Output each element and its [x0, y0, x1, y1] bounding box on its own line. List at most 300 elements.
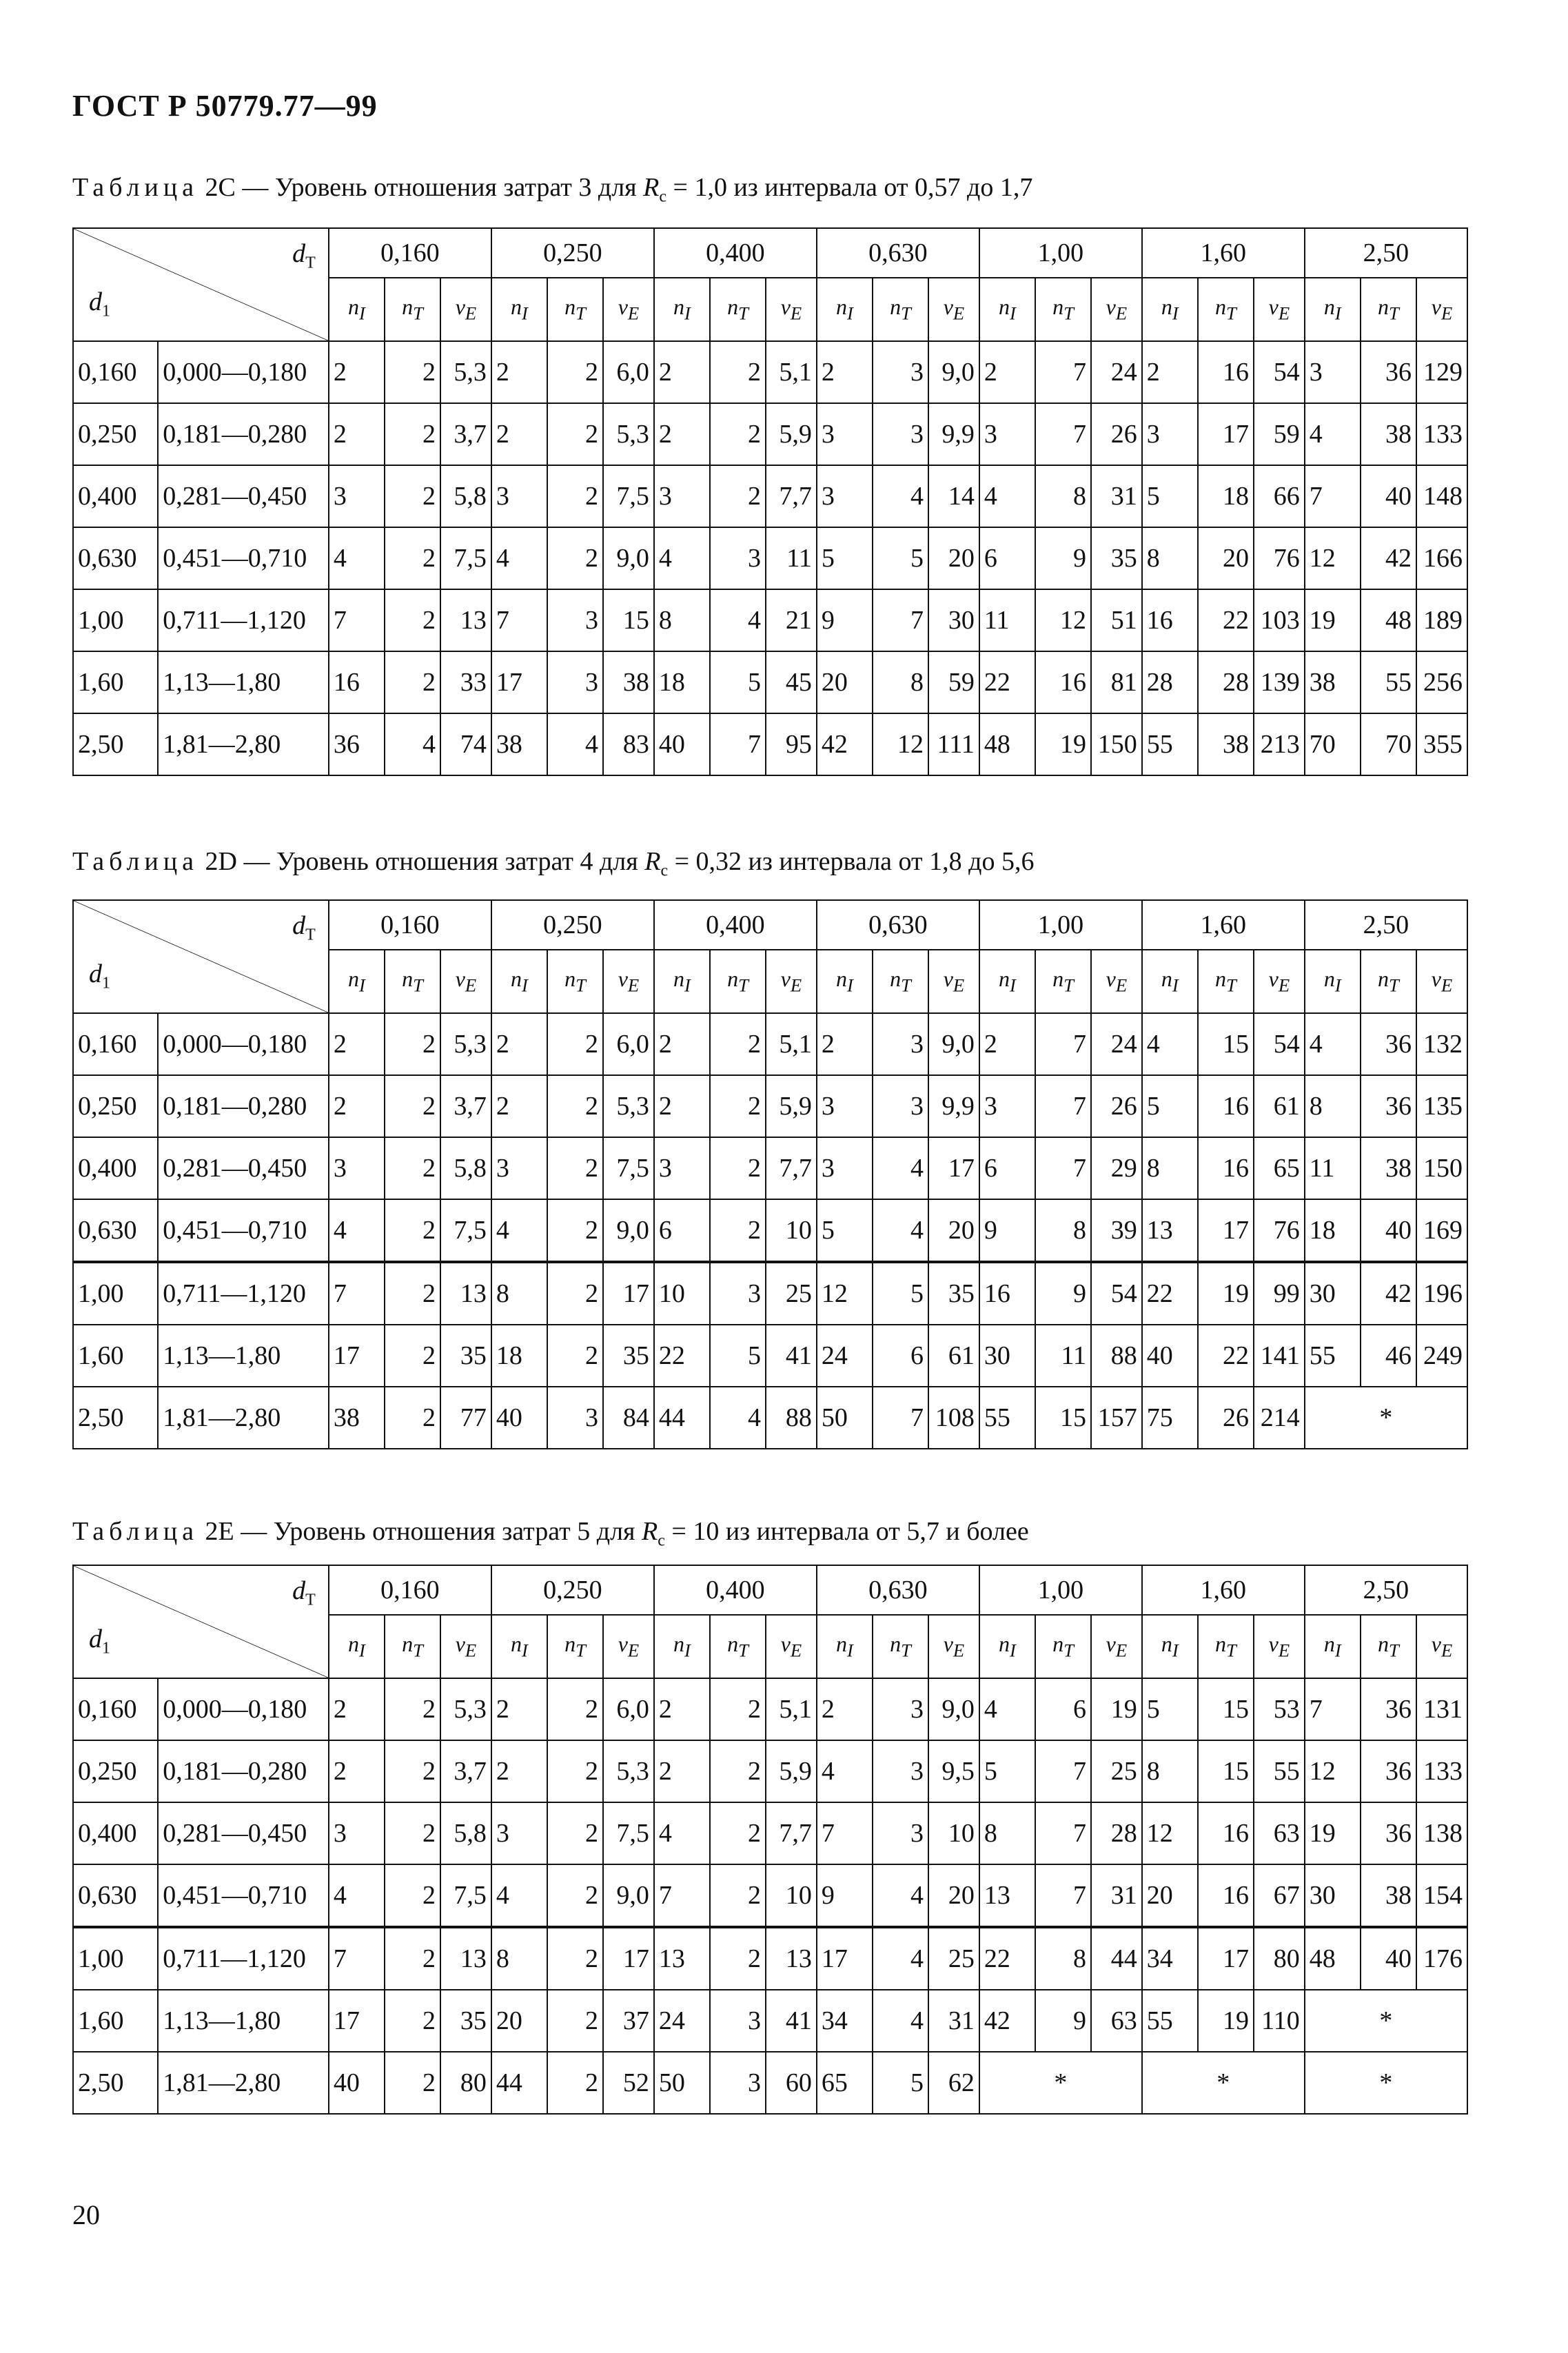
cell-nt: 2 [547, 1802, 603, 1864]
cell-ve: 249 [1416, 1325, 1467, 1387]
cell-ve: 213 [1254, 713, 1305, 775]
cell-ni: 4 [654, 1802, 710, 1864]
table-row [73, 1137, 1467, 1199]
cell-ni: 24 [817, 1325, 873, 1387]
cell-nt: 4 [873, 1199, 928, 1262]
cell-ve: 29 [1091, 1137, 1142, 1199]
cell-ve: 5,3 [603, 1740, 654, 1802]
cell-ni: 3 [491, 465, 547, 527]
corner-diagonal [74, 229, 328, 340]
cell-ni: 4 [329, 1199, 385, 1262]
cell-ve: 88 [1091, 1325, 1142, 1387]
cell-nt: 2 [547, 1740, 603, 1802]
cell-ni: 3 [491, 1802, 547, 1864]
cell-ni: 30 [979, 1325, 1035, 1387]
cell-nt: 2 [547, 1927, 603, 1990]
cell-ve: 17 [603, 1927, 654, 1990]
table-row [73, 589, 1467, 651]
cell-nt: 2 [385, 1387, 440, 1449]
cell-nt: 7 [1035, 1137, 1091, 1199]
row-d1-value: 2,50 [73, 1387, 158, 1449]
cell-nt: 16 [1198, 1137, 1254, 1199]
table-row [73, 713, 1467, 775]
col-header-ni: $n_I$ [491, 278, 547, 341]
table-2c [72, 227, 1468, 776]
cell-ni: 4 [654, 527, 710, 589]
cell-ve: 20 [928, 527, 979, 589]
cell-nt: 16 [1198, 341, 1254, 403]
cell-ve: 52 [603, 2052, 654, 2114]
cell-nt: 38 [1361, 403, 1416, 465]
row-interval: 0,281—0,450 [158, 1802, 329, 1864]
col-header-ni: $n_I$ [1142, 950, 1198, 1013]
col-header-ve: $\nu_E$ [928, 278, 979, 341]
cell-ve: 63 [1091, 1990, 1142, 2052]
cell-ve: 62 [928, 2052, 979, 2114]
cell-nt: 2 [385, 1325, 440, 1387]
cell-nt: 36 [1361, 1013, 1416, 1075]
row-interval: 1,81—2,80 [158, 2052, 329, 2114]
cell-ve: 13 [440, 1262, 491, 1325]
cell-nt: 2 [385, 589, 440, 651]
cell-ni: 36 [329, 713, 385, 775]
cell-ni: 5 [817, 1199, 873, 1262]
col-header-ni: $n_I$ [979, 1615, 1035, 1678]
cell-ni: 4 [979, 1678, 1035, 1740]
cell-ni: 5 [1142, 1678, 1198, 1740]
col-header-ni: $n_I$ [654, 950, 710, 1013]
cell-ve: 214 [1254, 1387, 1305, 1449]
cell-ni: 30 [1305, 1262, 1361, 1325]
cell-ve: 80 [1254, 1927, 1305, 1990]
cell-nt: 2 [385, 1990, 440, 2052]
cell-ve: 60 [766, 2052, 817, 2114]
cell-nt: 48 [1361, 589, 1416, 651]
cell-ve: 7,5 [440, 527, 491, 589]
caption-text: — Уровень отношения затрат 5 для [241, 1517, 635, 1546]
cell-ve: 80 [440, 2052, 491, 2114]
cell-ve: 5,1 [766, 1013, 817, 1075]
cell-nt: 36 [1361, 1802, 1416, 1864]
cell-nt: 70 [1361, 713, 1416, 775]
cell-nt: 3 [710, 527, 766, 589]
cell-ve: 39 [1091, 1199, 1142, 1262]
col-header-ni: $n_I$ [817, 1615, 873, 1678]
cell-ve: 355 [1416, 713, 1467, 775]
col-group-header: 0,630 [817, 900, 979, 950]
cell-ni: 3 [817, 403, 873, 465]
cell-ve: 35 [440, 1325, 491, 1387]
cell-ni: 2 [329, 403, 385, 465]
cell-nt: 3 [710, 1990, 766, 2052]
cell-nt: 2 [385, 1740, 440, 1802]
col-header-ve: $\nu_E$ [928, 950, 979, 1013]
col-group-header: 0,250 [491, 900, 654, 950]
cell-nt: 17 [1198, 1199, 1254, 1262]
cell-nt: 2 [385, 1137, 440, 1199]
cell-ni: 2 [491, 1075, 547, 1137]
col-header-ni: $n_I$ [979, 278, 1035, 341]
cell-nt: 5 [873, 2052, 928, 2114]
cell-ve: 9,9 [928, 1075, 979, 1137]
cell-ni: 2 [329, 1740, 385, 1802]
row-d1-value: 0,250 [73, 1740, 158, 1802]
col-header-nt: $n_T$ [385, 278, 440, 341]
cell-ve: 6,0 [603, 1013, 654, 1075]
cell-ve: 7,5 [603, 1802, 654, 1864]
cell-ni: 5 [1142, 1075, 1198, 1137]
cell-nt: 40 [1361, 1927, 1416, 1990]
cell-nt: 2 [710, 403, 766, 465]
cell-ni: 20 [817, 651, 873, 713]
cell-nt: 3 [873, 1740, 928, 1802]
cell-nt: 19 [1198, 1262, 1254, 1325]
cell-ve: 35 [603, 1325, 654, 1387]
cell-ve: 9,0 [603, 1199, 654, 1262]
cell-ni: 16 [1142, 589, 1198, 651]
row-d1-value: 0,160 [73, 1678, 158, 1740]
cell-nt: 2 [710, 1864, 766, 1927]
cell-ve: 139 [1254, 651, 1305, 713]
cell-ni: 3 [817, 1137, 873, 1199]
col-header-ni: $n_I$ [329, 278, 385, 341]
cell-nt: 2 [385, 527, 440, 589]
cell-ve: 256 [1416, 651, 1467, 713]
cell-ni: 75 [1142, 1387, 1198, 1449]
cell-ve: 25 [766, 1262, 817, 1325]
table-row [73, 1075, 1467, 1137]
cell-ni: 12 [817, 1262, 873, 1325]
cell-ve: 9,9 [928, 403, 979, 465]
cell-nt: 28 [1198, 651, 1254, 713]
cell-ve: 5,8 [440, 1137, 491, 1199]
cell-ni: 4 [329, 527, 385, 589]
cell-ni: 4 [817, 1740, 873, 1802]
cell-ve: 51 [1091, 589, 1142, 651]
cell-nt: 38 [1361, 1137, 1416, 1199]
cell-ni: 2 [491, 403, 547, 465]
row-d1-value: 1,00 [73, 1927, 158, 1990]
cell-ve: 141 [1254, 1325, 1305, 1387]
col-group-header: 1,00 [979, 228, 1142, 278]
cell-nt: 2 [385, 1864, 440, 1927]
col-header-ve: $\nu_E$ [1091, 1615, 1142, 1678]
table-row [73, 651, 1467, 713]
cell-ve: 88 [766, 1387, 817, 1449]
dt-label: $d_T$ [292, 239, 316, 272]
cell-ni: 2 [491, 1678, 547, 1740]
cell-ni: 17 [329, 1990, 385, 2052]
cell-nt: 19 [1198, 1990, 1254, 2052]
cell-ni: 4 [1305, 1013, 1361, 1075]
cell-nt: 5 [873, 1262, 928, 1325]
cell-ni: 5 [1142, 465, 1198, 527]
cell-ni: 7 [817, 1802, 873, 1864]
cell-nt: 3 [873, 1013, 928, 1075]
cell-ni: 16 [979, 1262, 1035, 1325]
col-group-header: 0,400 [654, 900, 817, 950]
cell-ve: 41 [766, 1990, 817, 2052]
cell-ve: 148 [1416, 465, 1467, 527]
d1-label: $d_1$ [89, 1624, 110, 1658]
cell-ni: 13 [979, 1864, 1035, 1927]
row-interval: 0,181—0,280 [158, 1740, 329, 1802]
col-header-ve: $\nu_E$ [1416, 278, 1467, 341]
cell-ve: 25 [1091, 1740, 1142, 1802]
col-header-ve: $\nu_E$ [1254, 1615, 1305, 1678]
cell-ve: 35 [440, 1990, 491, 2052]
col-header-nt: $n_T$ [710, 950, 766, 1013]
cell-ve: 10 [928, 1802, 979, 1864]
cell-ve: 138 [1416, 1802, 1467, 1864]
cell-ni: 2 [654, 1013, 710, 1075]
cell-ni: 17 [329, 1325, 385, 1387]
cell-nt: 5 [710, 651, 766, 713]
cell-nt: 55 [1361, 651, 1416, 713]
cell-nt: 2 [547, 1262, 603, 1325]
cell-ve: 7,5 [440, 1864, 491, 1927]
cell-ve: 103 [1254, 589, 1305, 651]
cell-nt: 2 [385, 2052, 440, 2114]
cell-ni: 12 [1142, 1802, 1198, 1864]
cell-ve: 7,7 [766, 465, 817, 527]
cell-nt: 15 [1198, 1678, 1254, 1740]
cell-ni: 8 [491, 1262, 547, 1325]
col-header-ve: $\nu_E$ [440, 278, 491, 341]
cell-ni: 50 [654, 2052, 710, 2114]
table-caption [72, 1516, 1029, 1551]
col-header-nt: $n_T$ [385, 950, 440, 1013]
cell-nt: 3 [873, 1075, 928, 1137]
cell-nt: 2 [385, 1927, 440, 1990]
cell-nt: 42 [1361, 1262, 1416, 1325]
cell-ni: 28 [1142, 651, 1198, 713]
cell-ni: 6 [979, 1137, 1035, 1199]
row-interval: 0,711—1,120 [158, 1262, 329, 1325]
cell-ni: 2 [817, 341, 873, 403]
table-row [73, 1325, 1467, 1387]
cell-ni: 17 [817, 1927, 873, 1990]
cell-nt: 16 [1198, 1802, 1254, 1864]
cell-ve: 13 [440, 1927, 491, 1990]
col-header-ve: $\nu_E$ [1254, 950, 1305, 1013]
cell-nt: 4 [873, 1990, 928, 2052]
cell-nt: 7 [873, 589, 928, 651]
cell-ve: 5,8 [440, 1802, 491, 1864]
cell-nt: 7 [1035, 1864, 1091, 1927]
cell-ni: 40 [491, 1387, 547, 1449]
cell-ve: 10 [766, 1864, 817, 1927]
cell-ni: 20 [491, 1990, 547, 2052]
col-group-header: 0,250 [491, 228, 654, 278]
col-header-ve: $\nu_E$ [1254, 278, 1305, 341]
cell-ve: 38 [603, 651, 654, 713]
cell-nt: 15 [1198, 1013, 1254, 1075]
caption-r-symbol: R [643, 173, 660, 202]
cell-ni: 13 [654, 1927, 710, 1990]
cell-ni: 4 [491, 1199, 547, 1262]
cell-ni: 7 [654, 1864, 710, 1927]
corner-diagonal [74, 1566, 328, 1678]
col-header-ni: $n_I$ [1305, 278, 1361, 341]
cell-nt: 40 [1361, 1199, 1416, 1262]
cell-ve: 7,5 [603, 1137, 654, 1199]
cell-nt: 2 [547, 527, 603, 589]
cell-ni: 2 [329, 1013, 385, 1075]
cell-ve: 19 [1091, 1678, 1142, 1740]
cell-nt: 2 [385, 1199, 440, 1262]
cell-ve: 110 [1254, 1990, 1305, 2052]
col-header-ni: $n_I$ [1142, 1615, 1198, 1678]
cell-ni: 3 [817, 465, 873, 527]
cell-nt: 2 [710, 1199, 766, 1262]
row-interval: 0,451—0,710 [158, 1864, 329, 1927]
cell-nt: 6 [1035, 1678, 1091, 1740]
col-group-header: 1,60 [1142, 228, 1305, 278]
cell-nt: 2 [710, 1013, 766, 1075]
cell-ve: 13 [766, 1927, 817, 1990]
cell-ve: 5,3 [440, 1678, 491, 1740]
row-d1-value: 1,00 [73, 1262, 158, 1325]
cell-ni: 8 [979, 1802, 1035, 1864]
cell-ve: 21 [766, 589, 817, 651]
cell-ni: 3 [329, 465, 385, 527]
cell-ve: 26 [1091, 1075, 1142, 1137]
cell-ni: 2 [491, 341, 547, 403]
cell-ni: 22 [1142, 1262, 1198, 1325]
cell-ve: 5,8 [440, 465, 491, 527]
table-row [73, 1678, 1467, 1740]
not-applicable-cell: * [1305, 1990, 1467, 2052]
table-caption [72, 846, 1034, 881]
row-interval: 1,81—2,80 [158, 713, 329, 775]
cell-ve: 133 [1416, 1740, 1467, 1802]
cell-ni: 40 [654, 713, 710, 775]
cell-ni: 2 [654, 403, 710, 465]
cell-ve: 44 [1091, 1927, 1142, 1990]
cell-nt: 4 [873, 465, 928, 527]
cell-ve: 5,1 [766, 1678, 817, 1740]
cell-ve: 84 [603, 1387, 654, 1449]
cell-nt: 17 [1198, 1927, 1254, 1990]
cell-ve: 65 [1254, 1137, 1305, 1199]
caption-word: Таблица [72, 1517, 199, 1546]
cell-ni: 11 [979, 589, 1035, 651]
caption-id: 2С [205, 173, 236, 202]
cell-nt: 2 [710, 1137, 766, 1199]
cell-ni: 2 [654, 1678, 710, 1740]
row-d1-value: 0,160 [73, 341, 158, 403]
cell-ni: 4 [1142, 1013, 1198, 1075]
col-group-header: 1,60 [1142, 900, 1305, 950]
cell-ve: 41 [766, 1325, 817, 1387]
cell-nt: 7 [1035, 1013, 1091, 1075]
cell-ve: 7,5 [603, 465, 654, 527]
cell-ve: 31 [1091, 1864, 1142, 1927]
col-header-ni: $n_I$ [329, 950, 385, 1013]
cell-ni: 2 [654, 1075, 710, 1137]
col-header-ve: $\nu_E$ [766, 950, 817, 1013]
cell-nt: 2 [547, 1013, 603, 1075]
cell-ve: 154 [1416, 1864, 1467, 1927]
cell-ni: 48 [1305, 1927, 1361, 1990]
cell-ni: 2 [329, 1075, 385, 1137]
caption-r-symbol: R [642, 1517, 658, 1546]
table-row [73, 403, 1467, 465]
cell-nt: 12 [873, 713, 928, 775]
cell-ve: 6,0 [603, 1678, 654, 1740]
cell-nt: 15 [1035, 1387, 1091, 1449]
cell-ve: 5,1 [766, 341, 817, 403]
col-header-ve: $\nu_E$ [766, 278, 817, 341]
cell-ni: 3 [491, 1137, 547, 1199]
cell-ve: 24 [1091, 341, 1142, 403]
cell-ni: 34 [1142, 1927, 1198, 1990]
cell-nt: 42 [1361, 527, 1416, 589]
col-group-header: 1,00 [979, 900, 1142, 950]
cell-nt: 2 [385, 651, 440, 713]
cell-ni: 11 [1305, 1137, 1361, 1199]
cell-nt: 17 [1198, 403, 1254, 465]
cell-nt: 7 [1035, 1802, 1091, 1864]
cell-ni: 55 [1142, 1990, 1198, 2052]
cell-ve: 169 [1416, 1199, 1467, 1262]
header-corner [73, 1565, 329, 1678]
cell-ve: 14 [928, 465, 979, 527]
row-d1-value: 0,630 [73, 527, 158, 589]
cell-ni: 4 [329, 1864, 385, 1927]
cell-nt: 7 [873, 1387, 928, 1449]
cell-ve: 9,0 [928, 1678, 979, 1740]
cell-nt: 2 [385, 1678, 440, 1740]
table-row [73, 465, 1467, 527]
cell-ni: 9 [817, 1864, 873, 1927]
cell-ni: 3 [329, 1137, 385, 1199]
cell-ve: 129 [1416, 341, 1467, 403]
cell-ni: 4 [491, 1864, 547, 1927]
cell-ve: 66 [1254, 465, 1305, 527]
cell-nt: 2 [385, 1802, 440, 1864]
cell-ve: 135 [1416, 1075, 1467, 1137]
col-header-nt: $n_T$ [1198, 950, 1254, 1013]
cell-nt: 4 [873, 1137, 928, 1199]
cell-ve: 6,0 [603, 341, 654, 403]
cell-ni: 10 [654, 1262, 710, 1325]
cell-nt: 8 [873, 651, 928, 713]
caption-text-tail: = 0,32 из интервала от 1,8 до 5,6 [674, 847, 1035, 876]
caption-word: Таблица [72, 173, 199, 202]
table-row [73, 1927, 1467, 1990]
cell-ni: 2 [979, 341, 1035, 403]
col-header-ni: $n_I$ [1305, 1615, 1361, 1678]
col-group-header: 0,160 [329, 900, 491, 950]
cell-nt: 7 [1035, 1075, 1091, 1137]
cell-nt: 2 [547, 1325, 603, 1387]
cell-ni: 40 [1142, 1325, 1198, 1387]
cell-nt: 5 [873, 527, 928, 589]
cell-ve: 10 [766, 1199, 817, 1262]
cell-nt: 4 [385, 713, 440, 775]
cell-ni: 3 [329, 1802, 385, 1864]
cell-nt: 4 [873, 1927, 928, 1990]
cell-ve: 17 [603, 1262, 654, 1325]
cell-nt: 46 [1361, 1325, 1416, 1387]
cell-ni: 20 [1142, 1864, 1198, 1927]
cell-ve: 5,9 [766, 403, 817, 465]
row-interval: 0,711—1,120 [158, 1927, 329, 1990]
caption-id: 2Е [205, 1517, 234, 1546]
cell-nt: 18 [1198, 465, 1254, 527]
